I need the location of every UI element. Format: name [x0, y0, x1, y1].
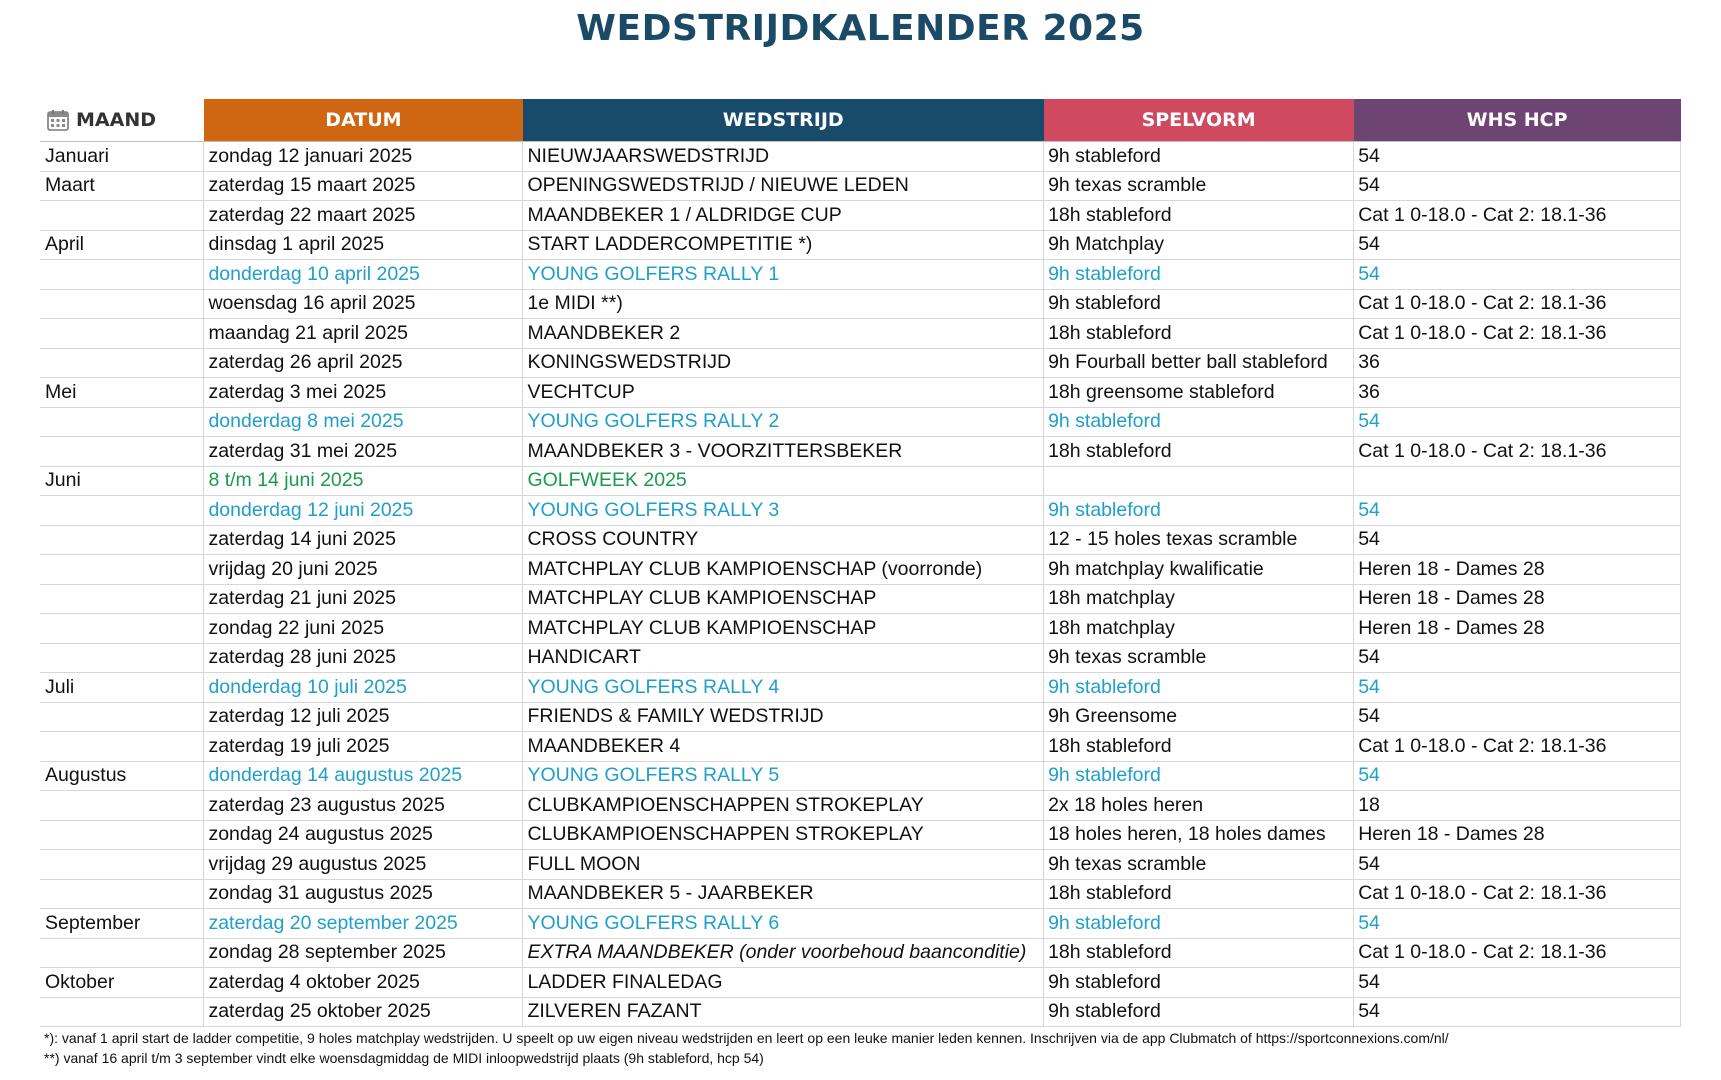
- date-cell: donderdag 14 augustus 2025: [204, 761, 523, 791]
- match-cell: YOUNG GOLFERS RALLY 1: [523, 260, 1044, 290]
- hcp-cell: 54: [1354, 643, 1681, 673]
- date-cell: zaterdag 4 oktober 2025: [204, 968, 523, 998]
- date-cell: zaterdag 22 maart 2025: [204, 201, 523, 231]
- hcp-cell: 54: [1354, 407, 1681, 437]
- date-cell: zaterdag 21 juni 2025: [204, 584, 523, 614]
- month-cell: [40, 879, 204, 909]
- match-cell: YOUNG GOLFERS RALLY 4: [523, 673, 1044, 703]
- form-cell: 9h stableford: [1044, 260, 1354, 290]
- hcp-cell: Cat 1 0-18.0 - Cat 2: 18.1-36: [1354, 732, 1681, 762]
- match-cell: 1e MIDI **): [523, 289, 1044, 319]
- month-cell: [40, 791, 204, 821]
- match-cell: CLUBKAMPIOENSCHAPPEN STROKEPLAY: [523, 791, 1044, 821]
- competition-calendar-table: [40, 99, 1681, 1027]
- match-cell: NIEUWJAARSWEDSTRIJD: [523, 142, 1044, 172]
- hcp-cell: 54: [1354, 850, 1681, 880]
- month-cell: Maart: [40, 171, 204, 201]
- match-cell: OPENINGSWEDSTRIJD / NIEUWE LEDEN: [523, 171, 1044, 201]
- form-cell: 9h stableford: [1044, 909, 1354, 939]
- hcp-cell: Heren 18 - Dames 28: [1354, 555, 1681, 585]
- match-cell: MATCHPLAY CLUB KAMPIOENSCHAP: [523, 584, 1044, 614]
- month-cell: [40, 584, 204, 614]
- date-cell: zondag 31 augustus 2025: [204, 879, 523, 909]
- month-cell: Juli: [40, 673, 204, 703]
- date-cell: zondag 24 augustus 2025: [204, 820, 523, 850]
- match-cell: START LADDERCOMPETITIE *): [523, 230, 1044, 260]
- match-cell: CLUBKAMPIOENSCHAPPEN STROKEPLAY: [523, 820, 1044, 850]
- table-body: [40, 142, 1681, 1027]
- calendar-icon: [46, 108, 70, 132]
- date-cell: zondag 28 september 2025: [204, 938, 523, 968]
- date-cell: vrijdag 20 juni 2025: [204, 555, 523, 585]
- table-row: [40, 378, 1681, 408]
- table-row: [40, 555, 1681, 585]
- date-cell: zaterdag 15 maart 2025: [204, 171, 523, 201]
- table-row: [40, 909, 1681, 939]
- hcp-cell: Cat 1 0-18.0 - Cat 2: 18.1-36: [1354, 319, 1681, 349]
- table-row: [40, 997, 1681, 1027]
- month-cell: [40, 702, 204, 732]
- form-cell: 18h stableford: [1044, 732, 1354, 762]
- match-cell: MAANDBEKER 2: [523, 319, 1044, 349]
- date-cell: zaterdag 25 oktober 2025: [204, 997, 523, 1027]
- hcp-cell: 54: [1354, 260, 1681, 290]
- hcp-cell: 54: [1354, 496, 1681, 526]
- date-cell: zaterdag 19 juli 2025: [204, 732, 523, 762]
- date-cell: vrijdag 29 augustus 2025: [204, 850, 523, 880]
- match-cell: MATCHPLAY CLUB KAMPIOENSCHAP (voorronde): [523, 555, 1044, 585]
- table-row: [40, 142, 1681, 172]
- hcp-cell: 36: [1354, 378, 1681, 408]
- date-cell: donderdag 8 mei 2025: [204, 407, 523, 437]
- table-row: [40, 348, 1681, 378]
- form-cell: [1044, 466, 1354, 496]
- month-cell: [40, 260, 204, 290]
- month-cell: Augustus: [40, 761, 204, 791]
- table-row: [40, 968, 1681, 998]
- form-cell: 9h stableford: [1044, 496, 1354, 526]
- form-cell: 9h texas scramble: [1044, 850, 1354, 880]
- hcp-cell: Heren 18 - Dames 28: [1354, 820, 1681, 850]
- table-row: [40, 761, 1681, 791]
- date-cell: dinsdag 1 april 2025: [204, 230, 523, 260]
- month-cell: [40, 997, 204, 1027]
- hcp-cell: 54: [1354, 702, 1681, 732]
- month-cell: [40, 555, 204, 585]
- table-row: [40, 732, 1681, 762]
- match-cell: VECHTCUP: [523, 378, 1044, 408]
- month-cell: April: [40, 230, 204, 260]
- form-cell: 18h stableford: [1044, 879, 1354, 909]
- form-cell: 18h stableford: [1044, 437, 1354, 467]
- date-cell: zaterdag 20 september 2025: [204, 909, 523, 939]
- month-cell: [40, 407, 204, 437]
- match-cell: YOUNG GOLFERS RALLY 3: [523, 496, 1044, 526]
- match-cell: MAANDBEKER 1 / ALDRIDGE CUP: [523, 201, 1044, 231]
- match-cell: MAANDBEKER 4: [523, 732, 1044, 762]
- table-row: [40, 230, 1681, 260]
- date-cell: zaterdag 28 juni 2025: [204, 643, 523, 673]
- table-header-row: [40, 99, 1681, 142]
- form-cell: 9h stableford: [1044, 997, 1354, 1027]
- header-form: SPELVORM: [1044, 99, 1354, 142]
- footnote-midi: **) vanaf 16 april t/m 3 september vindt elke woensdagmiddag de MIDI inloopwedstrijd plaats (9h stableford, hcp 54): [44, 1050, 764, 1066]
- footnote-ladder: *): vanaf 1 april start de ladder competitie, 9 holes matchplay wedstrijden. U speelt op uw eigen niveau wedstrijden en leert op een leuke manier leden kennen. Inschrijven via de app Clubmatch of https://sportconnexions.com/nl/: [44, 1030, 1449, 1046]
- form-cell: 18h matchplay: [1044, 584, 1354, 614]
- hcp-cell: Cat 1 0-18.0 - Cat 2: 18.1-36: [1354, 879, 1681, 909]
- hcp-cell: Cat 1 0-18.0 - Cat 2: 18.1-36: [1354, 938, 1681, 968]
- table-row: [40, 319, 1681, 349]
- table-row: [40, 879, 1681, 909]
- form-cell: 9h matchplay kwalificatie: [1044, 555, 1354, 585]
- month-cell: [40, 437, 204, 467]
- match-cell: YOUNG GOLFERS RALLY 2: [523, 407, 1044, 437]
- date-cell: zondag 22 juni 2025: [204, 614, 523, 644]
- table-row: [40, 260, 1681, 290]
- date-cell: zaterdag 12 juli 2025: [204, 702, 523, 732]
- table-row: [40, 850, 1681, 880]
- match-cell: LADDER FINALEDAG: [523, 968, 1044, 998]
- table-row: [40, 673, 1681, 703]
- table-row: [40, 614, 1681, 644]
- form-cell: 18h stableford: [1044, 201, 1354, 231]
- date-cell: zaterdag 3 mei 2025: [204, 378, 523, 408]
- month-cell: [40, 938, 204, 968]
- match-cell: MAANDBEKER 3 - VOORZITTERSBEKER: [523, 437, 1044, 467]
- hcp-cell: [1354, 466, 1681, 496]
- hcp-cell: 54: [1354, 525, 1681, 555]
- date-cell: zaterdag 31 mei 2025: [204, 437, 523, 467]
- month-cell: Januari: [40, 142, 204, 172]
- form-cell: 18h greensome stableford: [1044, 378, 1354, 408]
- match-cell: EXTRA MAANDBEKER (onder voorbehoud baanconditie): [523, 938, 1044, 968]
- hcp-cell: Heren 18 - Dames 28: [1354, 614, 1681, 644]
- form-cell: 18h stableford: [1044, 938, 1354, 968]
- month-cell: September: [40, 909, 204, 939]
- table-row: [40, 702, 1681, 732]
- table-row: [40, 643, 1681, 673]
- header-date: DATUM: [204, 99, 523, 142]
- table-row: [40, 289, 1681, 319]
- form-cell: 9h texas scramble: [1044, 171, 1354, 201]
- table-row: [40, 938, 1681, 968]
- table-row: [40, 791, 1681, 821]
- table-row: [40, 437, 1681, 467]
- month-cell: [40, 614, 204, 644]
- match-cell: YOUNG GOLFERS RALLY 5: [523, 761, 1044, 791]
- month-cell: [40, 850, 204, 880]
- hcp-cell: 54: [1354, 909, 1681, 939]
- form-cell: 18h matchplay: [1044, 614, 1354, 644]
- form-cell: 9h stableford: [1044, 289, 1354, 319]
- match-cell: MATCHPLAY CLUB KAMPIOENSCHAP: [523, 614, 1044, 644]
- date-cell: zaterdag 14 juni 2025: [204, 525, 523, 555]
- table-row: [40, 496, 1681, 526]
- header-month-label: MAAND: [76, 109, 156, 131]
- date-cell: woensdag 16 april 2025: [204, 289, 523, 319]
- form-cell: 9h stableford: [1044, 761, 1354, 791]
- hcp-cell: Cat 1 0-18.0 - Cat 2: 18.1-36: [1354, 201, 1681, 231]
- month-cell: [40, 319, 204, 349]
- hcp-cell: 54: [1354, 968, 1681, 998]
- hcp-cell: 54: [1354, 761, 1681, 791]
- hcp-cell: Cat 1 0-18.0 - Cat 2: 18.1-36: [1354, 437, 1681, 467]
- date-cell: donderdag 10 april 2025: [204, 260, 523, 290]
- table-row: [40, 407, 1681, 437]
- date-cell: zaterdag 23 augustus 2025: [204, 791, 523, 821]
- month-cell: [40, 732, 204, 762]
- form-cell: 9h stableford: [1044, 968, 1354, 998]
- match-cell: YOUNG GOLFERS RALLY 6: [523, 909, 1044, 939]
- match-cell: FULL MOON: [523, 850, 1044, 880]
- table-row: [40, 171, 1681, 201]
- form-cell: 9h texas scramble: [1044, 643, 1354, 673]
- match-cell: FRIENDS & FAMILY WEDSTRIJD: [523, 702, 1044, 732]
- match-cell: CROSS COUNTRY: [523, 525, 1044, 555]
- header-match: WEDSTRIJD: [523, 99, 1044, 142]
- month-cell: [40, 820, 204, 850]
- month-cell: [40, 496, 204, 526]
- hcp-cell: 54: [1354, 230, 1681, 260]
- date-cell: zondag 12 januari 2025: [204, 142, 523, 172]
- month-cell: [40, 643, 204, 673]
- table-row: [40, 525, 1681, 555]
- table-row: [40, 820, 1681, 850]
- month-cell: [40, 289, 204, 319]
- header-hcp: WHS HCP: [1354, 99, 1681, 142]
- match-cell: ZILVEREN FAZANT: [523, 997, 1044, 1027]
- hcp-cell: 54: [1354, 142, 1681, 172]
- date-cell: donderdag 12 juni 2025: [204, 496, 523, 526]
- hcp-cell: Cat 1 0-18.0 - Cat 2: 18.1-36: [1354, 289, 1681, 319]
- month-cell: Mei: [40, 378, 204, 408]
- hcp-cell: 18: [1354, 791, 1681, 821]
- hcp-cell: Heren 18 - Dames 28: [1354, 584, 1681, 614]
- form-cell: 9h stableford: [1044, 142, 1354, 172]
- form-cell: 9h stableford: [1044, 407, 1354, 437]
- form-cell: 18 holes heren, 18 holes dames: [1044, 820, 1354, 850]
- date-cell: maandag 21 april 2025: [204, 319, 523, 349]
- month-cell: [40, 525, 204, 555]
- match-cell: GOLFWEEK 2025: [523, 466, 1044, 496]
- table-row: [40, 584, 1681, 614]
- month-cell: [40, 348, 204, 378]
- hcp-cell: 54: [1354, 171, 1681, 201]
- hcp-cell: 54: [1354, 673, 1681, 703]
- form-cell: 12 - 15 holes texas scramble: [1044, 525, 1354, 555]
- hcp-cell: 54: [1354, 997, 1681, 1027]
- table-row: [40, 466, 1681, 496]
- match-cell: KONINGSWEDSTRIJD: [523, 348, 1044, 378]
- header-month: [40, 99, 204, 142]
- month-cell: Juni: [40, 466, 204, 496]
- form-cell: 9h Greensome: [1044, 702, 1354, 732]
- table-row: [40, 201, 1681, 231]
- footnotes: [44, 1028, 1694, 1068]
- date-cell: zaterdag 26 april 2025: [204, 348, 523, 378]
- form-cell: 9h Fourball better ball stableford: [1044, 348, 1354, 378]
- month-cell: Oktober: [40, 968, 204, 998]
- match-cell: HANDICART: [523, 643, 1044, 673]
- form-cell: 9h Matchplay: [1044, 230, 1354, 260]
- page-title: WEDSTRIJDKALENDER 2025: [576, 8, 1145, 49]
- form-cell: 9h stableford: [1044, 673, 1354, 703]
- form-cell: 2x 18 holes heren: [1044, 791, 1354, 821]
- date-cell: 8 t/m 14 juni 2025: [204, 466, 523, 496]
- form-cell: 18h stableford: [1044, 319, 1354, 349]
- match-cell: MAANDBEKER 5 - JAARBEKER: [523, 879, 1044, 909]
- hcp-cell: 36: [1354, 348, 1681, 378]
- date-cell: donderdag 10 juli 2025: [204, 673, 523, 703]
- month-cell: [40, 201, 204, 231]
